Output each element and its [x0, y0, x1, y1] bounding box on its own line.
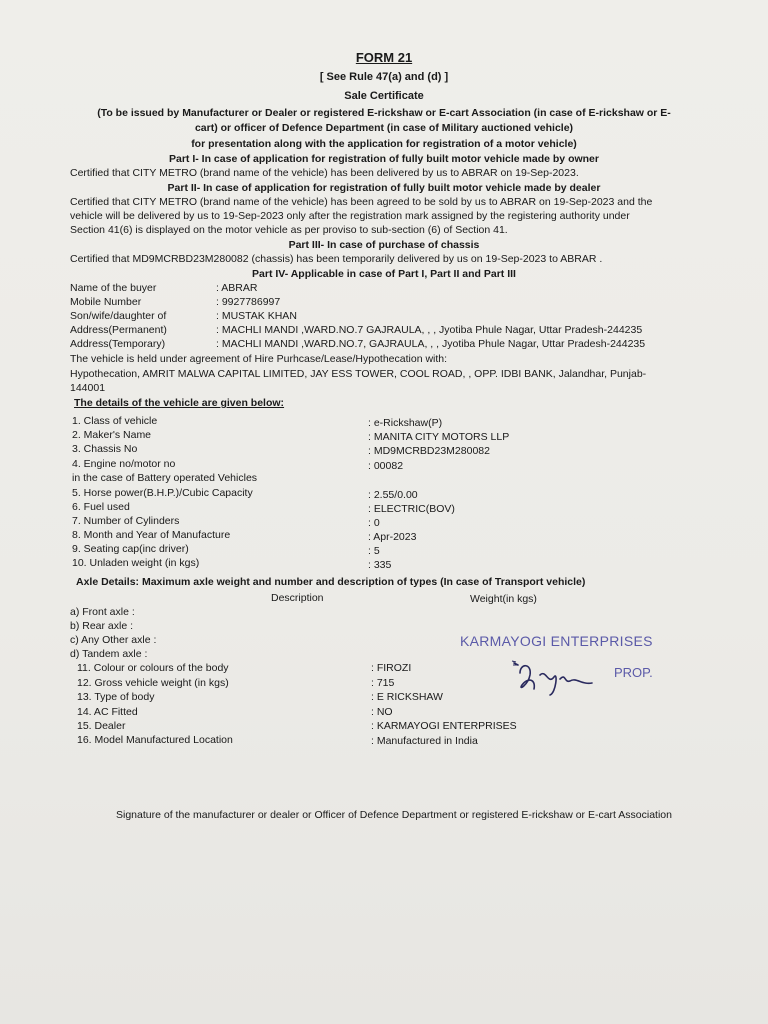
intro-line-1: (To be issued by Manufacturer or Dealer or registered E-rickshaw or E-cart Association (in case of E-rickshaw or E-: [97, 107, 671, 119]
body-row-value: : NO: [371, 706, 393, 718]
temporary-address-label: Address(Temporary): [70, 338, 166, 350]
body-row-value: : FIROZI: [371, 662, 412, 674]
mobile-value: : 9927786997: [216, 296, 281, 308]
vehicle-row-label: 2. Maker's Name: [72, 429, 152, 441]
body-row-label: 13. Type of body: [77, 691, 155, 703]
other-axle: c) Any Other axle :: [70, 634, 157, 646]
body-row-value: : Manufactured in India: [371, 735, 478, 747]
body-row-value: : KARMAYOGI ENTERPRISES: [371, 720, 517, 732]
vehicle-row-label: 3. Chassis No: [72, 443, 138, 455]
body-row-label: 16. Model Manufactured Location: [77, 734, 233, 746]
relation-label: Son/wife/daughter of: [70, 310, 167, 322]
vehicle-row-value: : MANITA CITY MOTORS LLP: [368, 431, 510, 443]
vehicle-row-value: : ELECTRIC(BOV): [368, 503, 455, 515]
front-axle: a) Front axle :: [70, 606, 135, 618]
vehicle-row-label: 4. Engine no/motor no: [72, 458, 176, 470]
vehicle-row-value: : 0: [368, 517, 380, 529]
part2-line-3: Section 41(6) is displayed on the motor vehicle as per proviso to sub-section (6) of Section 41.: [70, 224, 508, 236]
hypothecation-line-1: Hypothecation, AMRIT MALWA CAPITAL LIMITED, JAY ESS TOWER, COOL ROAD, , OPP. IDBI BANK, Jalandhar, Punjab-: [70, 368, 647, 380]
relation-value: : MUSTAK KHAN: [216, 310, 297, 322]
hypothecation-line-2: 144001: [70, 382, 106, 394]
part4-heading: Part IV- Applicable in case of Part I, Part II and Part III: [252, 268, 516, 280]
vehicle-row-value: : 00082: [368, 460, 404, 472]
permanent-address-value: : MACHLI MANDI ,WARD.NO.7 GAJRAULA, , , Jyotiba Phule Nagar, Uttar Pradesh-244235: [216, 324, 643, 336]
body-row-value: : 715: [371, 677, 395, 689]
signature-line: Signature of the manufacturer or dealer or Officer of Defence Department or registered E-rickshaw or E-cart Association: [116, 809, 672, 821]
vehicle-row-label: 7. Number of Cylinders: [72, 515, 180, 527]
vehicle-row-label: 9. Seating cap(inc driver): [72, 543, 189, 555]
form-title: FORM 21: [355, 50, 413, 65]
axle-weight-header: Weight(in kgs): [470, 593, 537, 605]
axle-description-header: Description: [271, 592, 324, 604]
temporary-address-value: : MACHLI MANDI ,WARD.NO.7, GAJRAULA, , , Jyotiba Phule Nagar, Uttar Pradesh-244235: [216, 338, 646, 350]
vehicle-row-label: 5. Horse power(B.H.P.)/Cubic Capacity: [72, 487, 253, 499]
vehicle-row-label: in the case of Battery operated Vehicles: [72, 472, 258, 484]
part1-heading: Part I- In case of application for registration of fully built motor vehicle made by owner: [169, 153, 599, 165]
body-row-label: 12. Gross vehicle weight (in kgs): [77, 677, 229, 689]
dealer-stamp-role: PROP.: [614, 665, 653, 680]
vehicle-row-value: : e-Rickshaw(P): [368, 417, 443, 429]
mobile-label: Mobile Number: [70, 296, 142, 308]
certificate-title: Sale Certificate: [344, 90, 424, 102]
rear-axle: b) Rear axle :: [70, 620, 134, 632]
part3-heading: Part III- In case of purchase of chassis: [288, 239, 480, 251]
body-row-label: 11. Colour or colours of the body: [77, 662, 229, 674]
vehicle-row-label: 10. Unladen weight (in kgs): [72, 557, 200, 569]
vehicle-row-label: 8. Month and Year of Manufacture: [72, 529, 231, 541]
intro-line-3: for presentation along with the application for registration of a motor vehicle): [191, 138, 577, 150]
body-row-label: 14. AC Fitted: [77, 706, 138, 718]
axle-heading: Axle Details: Maximum axle weight and number and description of types (In case of Transport vehicle): [76, 576, 586, 588]
part2-line-2: vehicle will be delivered by us to 19-Sep-2023 only after the registration mark assigned by the registering authority under: [70, 210, 630, 222]
vehicle-row-label: 6. Fuel used: [72, 501, 130, 513]
vehicle-row-value: : 335: [368, 559, 392, 571]
dealer-stamp-name: KARMAYOGI ENTERPRISES: [460, 633, 653, 649]
buyer-label: Name of the buyer: [70, 282, 157, 294]
part3-text: Certified that MD9MCRBD23M280082 (chassis) has been temporarily delivered by us on 19-Sep-2023 to ABRAR .: [70, 253, 603, 265]
vehicle-row-value: : 2.55/0.00: [368, 489, 418, 501]
body-row-value: : E RICKSHAW: [371, 691, 443, 703]
permanent-address-label: Address(Permanent): [70, 324, 167, 336]
vehicle-row-value: : 5: [368, 545, 380, 557]
part2-heading: Part II- In case of application for registration of fully built motor vehicle made by dealer: [167, 182, 601, 194]
part1-text: Certified that CITY METRO (brand name of the vehicle) has been delivered by us to ABRAR on 19-Sep-2023.: [70, 167, 579, 179]
tandem-axle: d) Tandem axle :: [70, 648, 148, 660]
vehicle-details-heading: The details of the vehicle are given below:: [74, 397, 285, 409]
vehicle-row-value: : Apr-2023: [368, 531, 417, 543]
dealer-signature: [510, 655, 600, 700]
intro-line-2: cart) or officer of Defence Department (in case of Military auctioned vehicle): [194, 122, 574, 134]
vehicle-row-value: : MD9MCRBD23M280082: [368, 445, 490, 457]
rule-reference: [ See Rule 47(a) and (d) ]: [319, 71, 449, 83]
body-row-label: 15. Dealer: [77, 720, 126, 732]
part2-line-1: Certified that CITY METRO (brand name of the vehicle) has been agreed to be sold by us to ABRAR on 19-Sep-2023 and the: [70, 196, 653, 208]
hire-purchase-line: The vehicle is held under agreement of Hire Purhcase/Lease/Hypothecation with:: [70, 353, 448, 365]
vehicle-row-label: 1. Class of vehicle: [72, 415, 158, 427]
buyer-value: : ABRAR: [216, 282, 258, 294]
